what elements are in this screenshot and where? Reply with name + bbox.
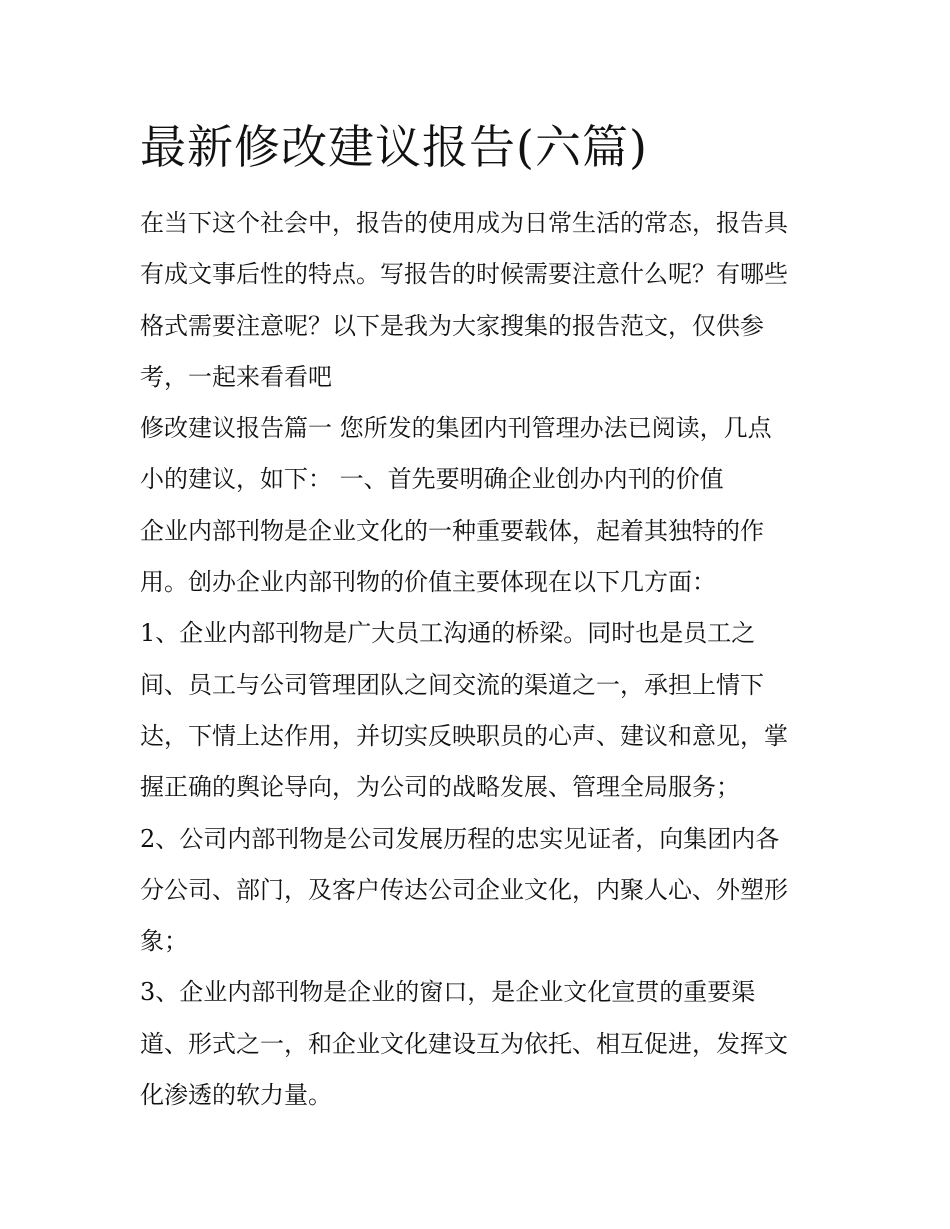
text-line: 2、公司内部刊物是公司发展历程的忠实见证者，向集团内各 [140,824,780,853]
text-line: 修改建议报告篇一 您所发的集团内刊管理办法已阅读，几点 [140,414,772,443]
text-line: 间、员工与公司管理团队之间交流的渠道之一，承担上情下 [140,670,764,699]
text-line: 有成文事后性的特点。写报告的时候需要注意什么呢？有哪些 [140,260,788,289]
text-line: 象； [140,927,188,956]
text-line: 1、企业内部刊物是广大员工沟通的桥梁。同时也是员工之 [140,619,756,648]
text-line: 3、企业内部刊物是企业的窗口，是企业文化宣贯的重要渠 [140,978,756,1007]
text-line: 达，下情上达作用，并切实反映职员的心声、建议和意见，掌 [140,721,788,750]
text-line: 道、形式之一，和企业文化建设互为依托、相互促进，发挥文 [140,1029,788,1058]
document-body [140,198,820,1121]
document-page [140,112,820,1121]
text-line: 握正确的舆论导向，为公司的战略发展、管理全局服务； [140,773,740,802]
text-line: 用。创办企业内部刊物的价值主要体现在以下几方面： [140,568,716,597]
text-line: 考，一起来看看吧 [140,362,332,391]
text-line: 小的建议，如下： 一、首先要明确企业创办内刊的价值 [140,465,724,494]
text-line: 分公司、部门，及客户传达公司企业文化，内聚人心、外塑形 [140,875,788,904]
text-line: 格式需要注意呢？以下是我为大家搜集的报告范文，仅供参 [140,311,764,340]
text-line: 在当下这个社会中，报告的使用成为日常生活的常态，报告具 [140,209,788,237]
text-line: 企业内部刊物是企业文化的一种重要载体，起着其独特的作 [140,516,764,545]
document-title: 最新修改建议报告(六篇) [140,120,648,174]
text-line: 化渗透的软力量。 [140,1081,332,1110]
